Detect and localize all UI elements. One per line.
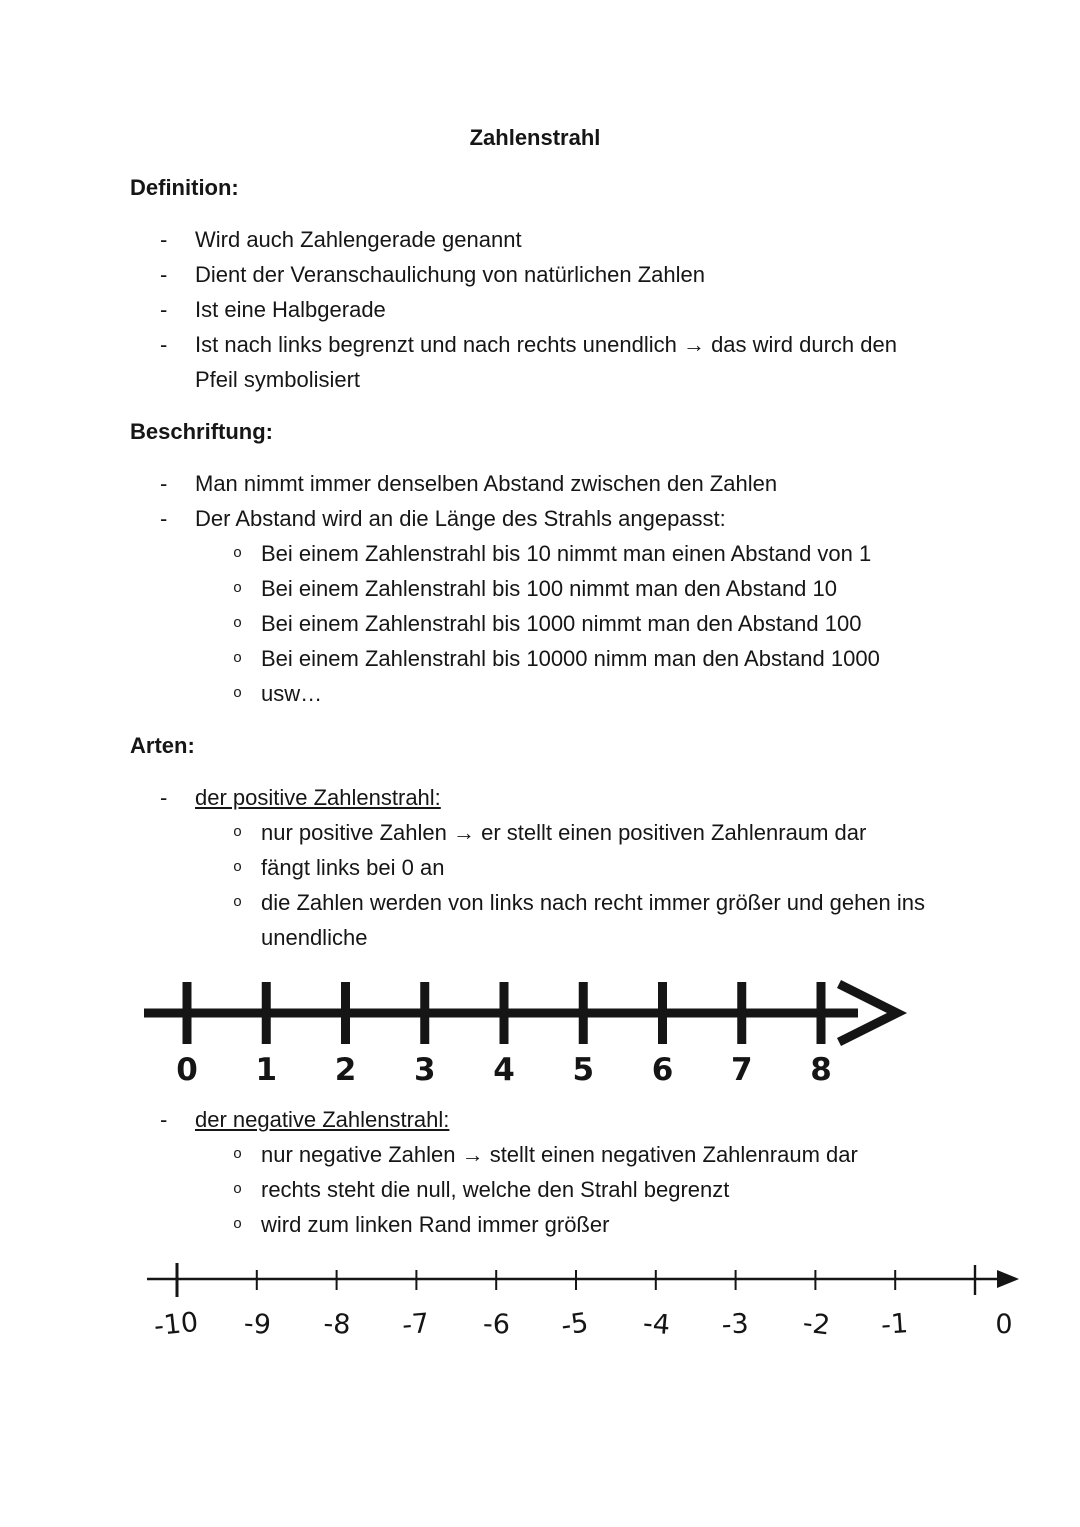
bullet-marker: - bbox=[160, 332, 168, 357]
sub-bullet-item bbox=[130, 815, 940, 850]
bullet-marker: - bbox=[160, 227, 168, 252]
bullet-text: Der Abstand wird an die Länge des Strahls angepasst: bbox=[195, 506, 726, 531]
svg-text:-7: -7 bbox=[400, 1307, 431, 1342]
bullet-item bbox=[130, 327, 940, 397]
svg-text:-5: -5 bbox=[559, 1307, 591, 1342]
svg-text:8: 8 bbox=[810, 1052, 832, 1087]
bullet-item bbox=[130, 257, 940, 292]
sub-bullet-item bbox=[130, 536, 940, 571]
beschriftung-list bbox=[130, 466, 940, 711]
bullet-item bbox=[130, 501, 940, 536]
sub-bullet-marker: o bbox=[233, 824, 243, 841]
arten-positive-list bbox=[130, 780, 940, 955]
sub-bullet-item bbox=[130, 1172, 940, 1207]
sub-bullet-text: wird zum linken Rand immer größer bbox=[261, 1212, 610, 1237]
bullet-item bbox=[130, 292, 940, 327]
sub-bullet-item bbox=[130, 641, 940, 676]
svg-text:1: 1 bbox=[255, 1052, 278, 1087]
sub-bullet-text: Bei einem Zahlenstrahl bis 10 nimmt man einen Abstand von 1 bbox=[261, 541, 872, 566]
bullet-marker: - bbox=[160, 262, 168, 287]
svg-text:2: 2 bbox=[334, 1052, 357, 1087]
positive-zahlenstrahl-label: der positive Zahlenstrahl: bbox=[195, 785, 441, 810]
svg-text:4: 4 bbox=[493, 1052, 515, 1087]
sub-bullet-text: die Zahlen werden von links nach recht immer größer und gehen ins unendliche bbox=[261, 890, 926, 950]
bullet-item bbox=[130, 222, 940, 257]
svg-text:7: 7 bbox=[730, 1052, 753, 1087]
definition-list bbox=[130, 222, 940, 397]
sub-bullet-marker: o bbox=[233, 1146, 243, 1163]
bullet-text: Ist eine Halbgerade bbox=[195, 297, 386, 322]
sub-bullet-marker: o bbox=[233, 545, 243, 562]
document-title: Zahlenstrahl bbox=[469, 125, 601, 150]
bullet-text: Wird auch Zahlengerade genannt bbox=[195, 227, 522, 252]
bullet-marker: - bbox=[160, 297, 168, 322]
section-heading-definition: Definition: bbox=[130, 175, 239, 200]
negative-number-line bbox=[142, 1259, 1022, 1347]
sub-bullet-text: nur positive Zahlen → er stellt einen positiven Zahlenraum dar bbox=[261, 820, 867, 845]
sub-bullet-item bbox=[130, 1207, 940, 1242]
svg-text:-4: -4 bbox=[641, 1307, 672, 1342]
sub-bullet-text: usw… bbox=[261, 681, 323, 706]
svg-text:-3: -3 bbox=[720, 1308, 750, 1341]
sub-bullet-text: Bei einem Zahlenstrahl bis 1000 nimmt man den Abstand 100 bbox=[261, 611, 862, 636]
sub-bullet-marker: o bbox=[233, 894, 243, 911]
section-heading-beschriftung: Beschriftung: bbox=[130, 419, 273, 444]
bullet-text: Dient der Veranschaulichung von natürlichen Zahlen bbox=[195, 262, 705, 287]
sub-bullet-marker: o bbox=[233, 650, 243, 667]
section-heading-arten: Arten: bbox=[130, 733, 195, 758]
svg-text:6: 6 bbox=[651, 1052, 674, 1087]
bullet-item bbox=[130, 466, 940, 501]
bullet-text: Ist nach links begrenzt und nach rechts unendlich → das wird durch den Pfeil symbolisiert bbox=[195, 332, 897, 392]
bullet-marker: - bbox=[160, 506, 168, 531]
sub-bullet-item bbox=[130, 885, 940, 955]
bullet-text: Man nimmt immer denselben Abstand zwischen den Zahlen bbox=[195, 471, 778, 496]
bullet-marker: - bbox=[160, 785, 168, 810]
sub-bullet-item bbox=[130, 1137, 940, 1172]
sub-bullet-item bbox=[130, 571, 940, 606]
sub-bullet-marker: o bbox=[233, 685, 243, 702]
sub-bullet-text: rechts steht die null, welche den Strahl begrenzt bbox=[261, 1177, 730, 1202]
svg-text:0: 0 bbox=[176, 1052, 198, 1087]
svg-text:-6: -6 bbox=[482, 1308, 511, 1341]
bullet-item bbox=[130, 780, 940, 815]
arten-negative-list bbox=[130, 1102, 940, 1242]
sub-bullet-text: fängt links bei 0 an bbox=[261, 855, 445, 880]
bullet-marker: - bbox=[160, 1107, 168, 1132]
sub-bullet-text: Bei einem Zahlenstrahl bis 10000 nimm man den Abstand 1000 bbox=[261, 646, 880, 671]
sub-bullet-marker: o bbox=[233, 580, 243, 597]
sub-bullet-marker: o bbox=[233, 1181, 243, 1198]
positive-number-line bbox=[142, 975, 912, 1087]
sub-bullet-item bbox=[130, 850, 940, 885]
svg-text:-9: -9 bbox=[242, 1308, 272, 1341]
sub-bullet-marker: o bbox=[233, 615, 243, 632]
sub-bullet-item bbox=[130, 676, 940, 711]
svg-text:-10: -10 bbox=[152, 1306, 200, 1343]
sub-bullet-text: nur negative Zahlen → stellt einen negativen Zahlenraum dar bbox=[261, 1142, 858, 1167]
svg-text:-1: -1 bbox=[880, 1308, 910, 1341]
svg-text:0: 0 bbox=[995, 1309, 1013, 1340]
sub-bullet-marker: o bbox=[233, 1216, 243, 1233]
svg-text:-8: -8 bbox=[322, 1308, 352, 1341]
svg-text:5: 5 bbox=[572, 1052, 595, 1087]
sub-bullet-marker: o bbox=[233, 859, 243, 876]
svg-text:-2: -2 bbox=[801, 1307, 832, 1342]
svg-text:3: 3 bbox=[413, 1052, 436, 1087]
bullet-marker: - bbox=[160, 471, 168, 496]
sub-bullet-item bbox=[130, 606, 940, 641]
sub-bullet-text: Bei einem Zahlenstrahl bis 100 nimmt man den Abstand 10 bbox=[261, 576, 837, 601]
negative-zahlenstrahl-label: der negative Zahlenstrahl: bbox=[195, 1107, 450, 1132]
bullet-item bbox=[130, 1102, 940, 1137]
